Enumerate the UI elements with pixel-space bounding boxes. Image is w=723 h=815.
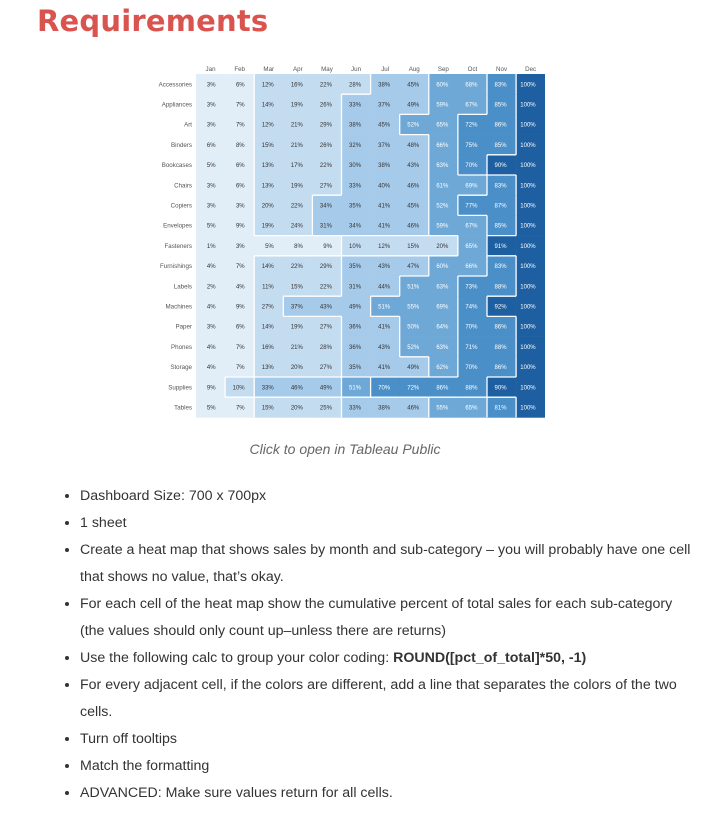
cell-value: 20% — [436, 243, 449, 250]
requirement-text: Create a heat map that shows sales by month and sub-category – you will probably have one cell that shows no value, that’s okay. — [80, 542, 691, 585]
cell-value: 71% — [465, 344, 478, 351]
cell-value: 22% — [290, 264, 303, 271]
cell-value: 27% — [261, 304, 274, 311]
cell-value: 19% — [290, 324, 303, 331]
cell-value: 70% — [378, 385, 391, 392]
cell-value: 62% — [436, 365, 449, 372]
cell-value: 3% — [206, 102, 216, 109]
cell-value: 12% — [378, 243, 391, 250]
cell-value: 83% — [494, 82, 507, 89]
cell-value: 86% — [436, 385, 449, 392]
cell-value: 12% — [261, 82, 274, 89]
cell-value: 100% — [520, 102, 536, 109]
cell-value: 29% — [319, 264, 332, 271]
subcategory-label: Art — [184, 121, 192, 129]
cell-value: 4% — [206, 304, 216, 311]
cell-value: 21% — [290, 344, 303, 351]
cell-value: 40% — [378, 183, 391, 190]
cell-value: 69% — [436, 304, 449, 311]
requirement-text: 1 sheet — [80, 515, 127, 531]
cell-value: 60% — [436, 264, 449, 271]
cell-value: 63% — [436, 163, 449, 170]
cell-value: 12% — [261, 122, 274, 129]
requirement-item — [80, 726, 700, 753]
cell-value: 4% — [206, 365, 216, 372]
cell-value: 38% — [378, 405, 391, 412]
cell-value: 46% — [407, 405, 420, 412]
cell-value: 86% — [494, 324, 507, 331]
cell-value: 100% — [520, 223, 536, 230]
cell-value: 49% — [349, 304, 362, 311]
cell-value: 36% — [349, 324, 362, 331]
cell-value: 65% — [465, 405, 478, 412]
cell-value: 36% — [349, 344, 362, 351]
cell-value: 86% — [494, 365, 507, 372]
cell-value: 37% — [290, 304, 303, 311]
requirement-item — [80, 672, 700, 726]
cell-value: 13% — [261, 163, 274, 170]
cell-value: 52% — [407, 344, 420, 351]
cell-value: 13% — [261, 183, 274, 190]
cell-value: 14% — [261, 264, 274, 271]
cell-value: 7% — [235, 122, 245, 129]
subcategory-label: Appliances — [161, 101, 192, 109]
cell-value: 31% — [349, 284, 362, 291]
cell-value: 77% — [465, 203, 478, 210]
cell-value: 65% — [436, 122, 449, 129]
requirement-text: Use the following calc to group your color coding: — [80, 650, 394, 666]
cell-value: 15% — [407, 243, 420, 250]
cell-value: 22% — [319, 284, 332, 291]
subcategory-label: Supplies — [168, 384, 192, 392]
cell-value: 4% — [206, 264, 216, 271]
cell-value: 51% — [378, 304, 391, 311]
cell-value: 3% — [206, 82, 216, 89]
requirement-item — [80, 780, 700, 807]
cell-value: 9% — [235, 304, 245, 311]
cell-value: 61% — [436, 183, 449, 190]
cell-value: 85% — [494, 223, 507, 230]
cell-value: 45% — [378, 122, 391, 129]
requirements-list — [60, 483, 700, 807]
cell-value: 6% — [235, 163, 245, 170]
cell-value: 52% — [407, 122, 420, 129]
cell-value: 51% — [407, 284, 420, 291]
cell-value: 3% — [235, 203, 245, 210]
cell-value: 6% — [235, 82, 245, 89]
requirement-item — [80, 591, 700, 645]
cell-value: 20% — [261, 203, 274, 210]
cell-value: 43% — [378, 264, 391, 271]
subcategory-label: Binders — [171, 141, 192, 149]
cell-value: 33% — [349, 183, 362, 190]
cell-value: 100% — [520, 142, 536, 149]
cell-value: 43% — [319, 304, 332, 311]
cell-value: 70% — [465, 324, 478, 331]
cell-value: 88% — [465, 385, 478, 392]
requirement-item — [80, 537, 700, 591]
cell-value: 91% — [494, 243, 507, 250]
cell-value: 10% — [232, 385, 245, 392]
subcategory-label: Envelopes — [163, 222, 192, 230]
cell-value: 100% — [520, 365, 536, 372]
cell-value: 7% — [235, 405, 245, 412]
cell-value: 4% — [235, 284, 245, 291]
cell-value: 35% — [349, 203, 362, 210]
month-label: Mar — [263, 66, 275, 73]
cell-value: 21% — [290, 142, 303, 149]
subcategory-label: Tables — [174, 404, 192, 412]
cell-value: 15% — [290, 284, 303, 291]
cell-value: 33% — [349, 102, 362, 109]
cell-value: 59% — [436, 223, 449, 230]
cell-value: 5% — [206, 405, 216, 412]
subcategory-label: Machines — [165, 303, 192, 311]
subcategory-label: Storage — [170, 364, 192, 372]
cell-value: 100% — [520, 203, 536, 210]
subcategory-label: Accessories — [158, 81, 192, 89]
tableau-public-link[interactable]: Click to open in Tableau Public — [249, 441, 441, 457]
cell-value: 49% — [319, 385, 332, 392]
cell-value: 19% — [290, 183, 303, 190]
month-label: Dec — [525, 66, 537, 73]
heatmap-viz[interactable] — [153, 62, 545, 420]
cell-value: 29% — [319, 122, 332, 129]
cell-value: 22% — [290, 203, 303, 210]
requirement-text: Dashboard Size: 700 x 700px — [80, 488, 267, 504]
cell-value: 9% — [323, 243, 332, 250]
cell-value: 31% — [319, 223, 332, 230]
month-label: Nov — [496, 66, 508, 73]
cell-value: 100% — [520, 304, 536, 311]
cell-value: 16% — [290, 82, 303, 89]
cell-value: 26% — [319, 102, 332, 109]
cell-value: 49% — [407, 365, 420, 372]
requirement-text: For each cell of the heat map show the cumulative percent of total sales for each sub-category (the values should only count up–unless there are returns) — [80, 596, 673, 639]
cell-value: 72% — [407, 385, 420, 392]
cell-value: 7% — [235, 365, 245, 372]
cell-value: 100% — [520, 284, 536, 291]
cell-value: 38% — [378, 82, 391, 89]
cell-value: 68% — [465, 82, 478, 89]
month-label: Aug — [408, 66, 420, 73]
cell-value: 45% — [407, 203, 420, 210]
cell-value: 100% — [520, 344, 536, 351]
cell-value: 41% — [378, 203, 391, 210]
cell-value: 66% — [465, 264, 478, 271]
month-label: Jul — [381, 66, 390, 73]
cell-value: 33% — [261, 385, 274, 392]
cell-value: 70% — [465, 365, 478, 372]
requirement-item — [80, 645, 700, 672]
cell-value: 46% — [407, 183, 420, 190]
cell-value: 37% — [378, 102, 391, 109]
cell-value: 16% — [261, 344, 274, 351]
cell-value: 8% — [294, 243, 303, 250]
cell-value: 43% — [378, 344, 391, 351]
cell-value: 81% — [494, 405, 507, 412]
cell-value: 13% — [261, 365, 274, 372]
cell-value: 2% — [206, 284, 216, 291]
requirement-item — [80, 753, 700, 780]
cell-value: 67% — [465, 223, 478, 230]
cell-value: 37% — [378, 142, 391, 149]
month-label: May — [321, 66, 333, 73]
cell-value: 3% — [206, 122, 216, 129]
month-label: Oct — [467, 66, 478, 73]
cell-value: 69% — [465, 183, 478, 190]
subcategory-label: Chairs — [174, 182, 192, 190]
cell-value: 34% — [349, 223, 362, 230]
cell-value: 28% — [349, 82, 362, 89]
cell-value: 64% — [436, 324, 449, 331]
cell-value: 3% — [206, 203, 216, 210]
cell-value: 55% — [436, 405, 449, 412]
cell-value: 22% — [319, 82, 332, 89]
subcategory-label: Bookcases — [161, 162, 192, 170]
calc-formula: ROUND([pct_of_total]*50, -1) — [393, 650, 587, 666]
month-label: Feb — [234, 66, 245, 73]
subcategory-label: Paper — [175, 323, 192, 331]
requirement-text: Turn off tooltips — [80, 731, 177, 747]
subcategory-label: Furnishings — [160, 263, 192, 271]
cell-value: 6% — [235, 183, 245, 190]
month-label: Jun — [351, 66, 362, 73]
cell-value: 27% — [319, 365, 332, 372]
cell-value: 7% — [235, 102, 245, 109]
cell-value: 100% — [520, 82, 536, 89]
cell-value: 73% — [465, 284, 478, 291]
cell-value: 7% — [235, 344, 245, 351]
requirement-item — [80, 483, 700, 510]
cell-value: 19% — [261, 223, 274, 230]
cell-value: 87% — [494, 203, 507, 210]
cell-value: 100% — [520, 385, 536, 392]
requirement-item — [80, 510, 700, 537]
subcategory-label: Fasteners — [164, 242, 192, 250]
cell-value: 8% — [235, 142, 245, 149]
cell-value: 100% — [520, 324, 536, 331]
cell-value: 100% — [520, 163, 536, 170]
cell-value: 41% — [378, 365, 391, 372]
cell-value: 20% — [290, 405, 303, 412]
cell-value: 27% — [319, 324, 332, 331]
cell-value: 72% — [465, 122, 478, 129]
cell-value: 30% — [349, 163, 362, 170]
cell-value: 55% — [407, 304, 420, 311]
page-title: Requirements — [37, 4, 269, 38]
cell-value: 100% — [520, 183, 536, 190]
cell-value: 26% — [319, 142, 332, 149]
cell-value: 38% — [349, 122, 362, 129]
cell-value: 59% — [436, 102, 449, 109]
cell-value: 20% — [290, 365, 303, 372]
cell-value: 85% — [494, 102, 507, 109]
cell-value: 5% — [265, 243, 274, 250]
cell-value: 14% — [261, 102, 274, 109]
cell-value: 43% — [407, 163, 420, 170]
cell-value: 86% — [494, 122, 507, 129]
cell-value: 5% — [206, 163, 216, 170]
cell-value: 65% — [465, 243, 478, 250]
cell-value: 34% — [319, 203, 332, 210]
cell-value: 19% — [290, 102, 303, 109]
cell-value: 9% — [206, 385, 216, 392]
cell-value: 45% — [407, 82, 420, 89]
cell-value: 28% — [319, 344, 332, 351]
cell-value: 25% — [319, 405, 332, 412]
cell-value: 38% — [378, 163, 391, 170]
cell-value: 46% — [290, 385, 303, 392]
cell-value: 90% — [494, 385, 507, 392]
cell-value: 3% — [206, 183, 216, 190]
cell-value: 10% — [349, 243, 362, 250]
cell-value: 46% — [407, 223, 420, 230]
cell-value: 75% — [465, 142, 478, 149]
cell-value: 3% — [235, 243, 245, 250]
month-label: Apr — [293, 66, 303, 73]
cell-value: 22% — [319, 163, 332, 170]
cell-value: 85% — [494, 142, 507, 149]
cell-value: 1% — [206, 243, 216, 250]
cell-value: 35% — [349, 365, 362, 372]
cell-value: 24% — [290, 223, 303, 230]
cell-value: 7% — [235, 264, 245, 271]
requirement-text: Match the formatting — [80, 758, 210, 774]
cell-value: 49% — [407, 102, 420, 109]
cell-value: 60% — [436, 82, 449, 89]
cell-value: 88% — [494, 344, 507, 351]
cell-value: 32% — [349, 142, 362, 149]
cell-value: 51% — [349, 385, 362, 392]
subcategory-label: Labels — [173, 283, 192, 291]
cell-value: 11% — [262, 284, 274, 291]
cell-value: 21% — [290, 122, 303, 129]
cell-value: 92% — [494, 304, 507, 311]
cell-value: 15% — [261, 142, 274, 149]
cell-value: 74% — [465, 304, 478, 311]
cell-value: 83% — [494, 183, 507, 190]
cell-value: 100% — [520, 264, 536, 271]
cell-value: 17% — [290, 163, 303, 170]
cell-value: 41% — [378, 223, 391, 230]
cell-value: 6% — [235, 324, 245, 331]
cell-value: 44% — [378, 284, 391, 291]
cell-value: 67% — [465, 102, 478, 109]
cell-value: 48% — [407, 142, 420, 149]
cell-value: 14% — [261, 324, 274, 331]
cell-value: 66% — [436, 142, 449, 149]
cell-value: 41% — [378, 324, 391, 331]
cell-value: 3% — [206, 324, 216, 331]
cell-value: 100% — [520, 243, 536, 250]
cell-value: 70% — [465, 163, 478, 170]
cell-value: 35% — [349, 264, 362, 271]
subcategory-label: Phones — [171, 343, 192, 351]
month-label: Jan — [205, 66, 216, 73]
requirement-text: For every adjacent cell, if the colors are different, add a line that separates the colors of the two cells. — [80, 677, 677, 720]
cell-value: 90% — [494, 163, 507, 170]
month-label: Sep — [437, 66, 449, 73]
cell-value: 88% — [494, 284, 507, 291]
cell-value: 9% — [235, 223, 245, 230]
cell-value: 33% — [349, 405, 362, 412]
subcategory-label: Copiers — [170, 202, 192, 210]
cell-value: 50% — [407, 324, 420, 331]
cell-value: 5% — [206, 223, 216, 230]
cell-value: 52% — [436, 203, 449, 210]
cell-value: 63% — [436, 284, 449, 291]
cell-value: 100% — [520, 405, 536, 412]
cell-value: 63% — [436, 344, 449, 351]
cell-value: 47% — [407, 264, 420, 271]
cell-value: 83% — [494, 264, 507, 271]
cell-value: 100% — [520, 122, 536, 129]
cell-value: 6% — [206, 142, 216, 149]
cell-value: 4% — [206, 344, 216, 351]
cell-value: 15% — [261, 405, 274, 412]
cell-value: 27% — [319, 183, 332, 190]
requirement-text: ADVANCED: Make sure values return for all cells. — [80, 785, 393, 801]
